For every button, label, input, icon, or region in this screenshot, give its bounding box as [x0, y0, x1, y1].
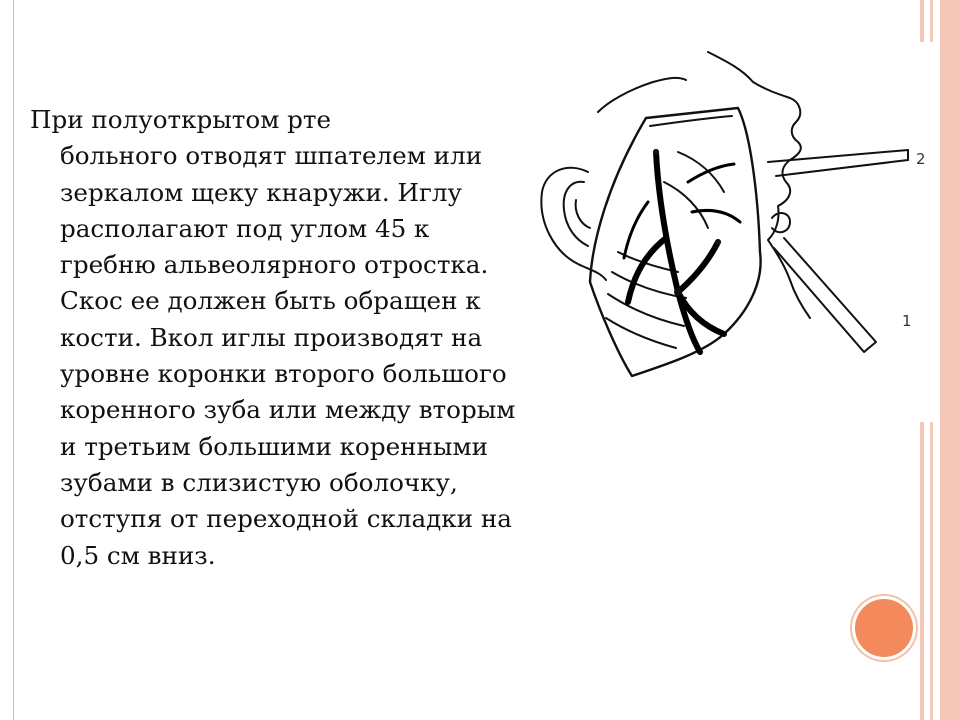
decorative-circle — [855, 599, 913, 657]
slide-frame-left — [13, 0, 14, 720]
text-first-line: При полуоткрытом рте — [30, 105, 332, 134]
figure-label-1: 1 — [902, 312, 912, 330]
slide-body-text — [30, 102, 520, 574]
anatomy-illustration — [528, 42, 938, 422]
figure-label-2: 2 — [916, 150, 926, 168]
text-paragraph: больного отводят шпателем или зеркалом щеку кнаружи. Иглу располагают под углом 45 к гребню альвеолярного отростка. Скос ее должен быть обращен к кости. Вкол иглы производят на уровне коронки второго большого коренного зуба или между вторым и третьим большими коренными зубами в слизистую оболочку, отступя от переходной складки на 0,5 см вниз. — [60, 141, 516, 570]
face-dissection-drawing — [528, 42, 938, 422]
